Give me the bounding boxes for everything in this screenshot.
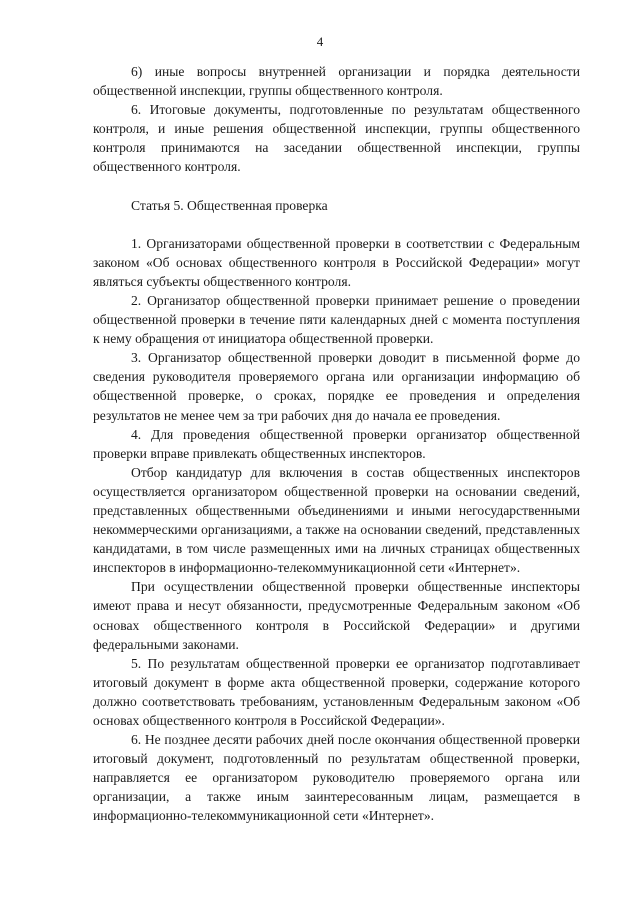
article-title: Статья 5. Общественная проверка bbox=[131, 197, 328, 213]
page-number: 4 bbox=[316, 34, 324, 49]
paragraph: 1. Организаторами общественной проверки в соответствии с Федеральным законом «Об основах общественного контроля в Российской Федерации» могут являться субъекты общественного контроля. bbox=[93, 235, 580, 289]
paragraph: 6. Итоговые документы, подготовленные по результатам общественного контроля, и иные решения общественной инспекции, группы общественного контроля принимаются на заседании общественной инспекции, группы общественного контроля. bbox=[93, 102, 580, 175]
paragraph: 6. Не позднее десяти рабочих дней после окончания общественной проверки итоговый документ, подготовленный по результатам общественной проверки, направляется ее организатором руководителю проверяемого органа или организации, а также иным заинтересованным лицам, размещается в информационно-телекоммуникационной сети «Интернет». bbox=[93, 732, 580, 824]
paragraph: 4. Для проведения общественной проверки организатор общественной проверки вправе привлекать общественных инспекторов. bbox=[93, 426, 580, 461]
paragraph: 2. Организатор общественной проверки принимает решение о проведении общественной проверки в течение пяти календарных дней с момента поступления к нему обращения от инициатора общественной проверки. bbox=[93, 292, 580, 347]
paragraph: 6) иные вопросы внутренней организации и порядка деятельности общественной инспекции, группы общественного контроля. bbox=[93, 64, 580, 99]
document-body bbox=[93, 62, 580, 826]
paragraph: Отбор кандидатур для включения в состав общественных инспекторов осуществляется организатором общественной проверки на основании сведений, представленных общественными объединениями и иными негосударственными некоммерческими организациями, а также на основании сведений, представленных кандидатами, в том числе размещенных ими на личных страницах общественных инспекторов в информационно-телекоммуникационной сети «Интернет». bbox=[93, 464, 580, 576]
paragraph: 5. По результатам общественной проверки ее организатор подготавливает итоговый документ в форме акта общественной проверки, содержание которого должно соответствовать требованиям, установленным Федеральным законом «Об основах общественного контроля в Российской Федерации». bbox=[93, 655, 580, 728]
paragraph: При осуществлении общественной проверки общественные инспекторы имеют права и несут обязанности, предусмотренные Федеральным законом «Об основах общественного контроля в Российской Федерации» и другими федеральными законами. bbox=[93, 579, 580, 652]
paragraph: 3. Организатор общественной проверки доводит в письменной форме до сведения руководителя проверяемого органа или организации информацию об общественной проверке, о сроках, порядке ее проведения и определения результатов не менее чем за три рабочих дня до начала ее проведения. bbox=[93, 350, 580, 423]
